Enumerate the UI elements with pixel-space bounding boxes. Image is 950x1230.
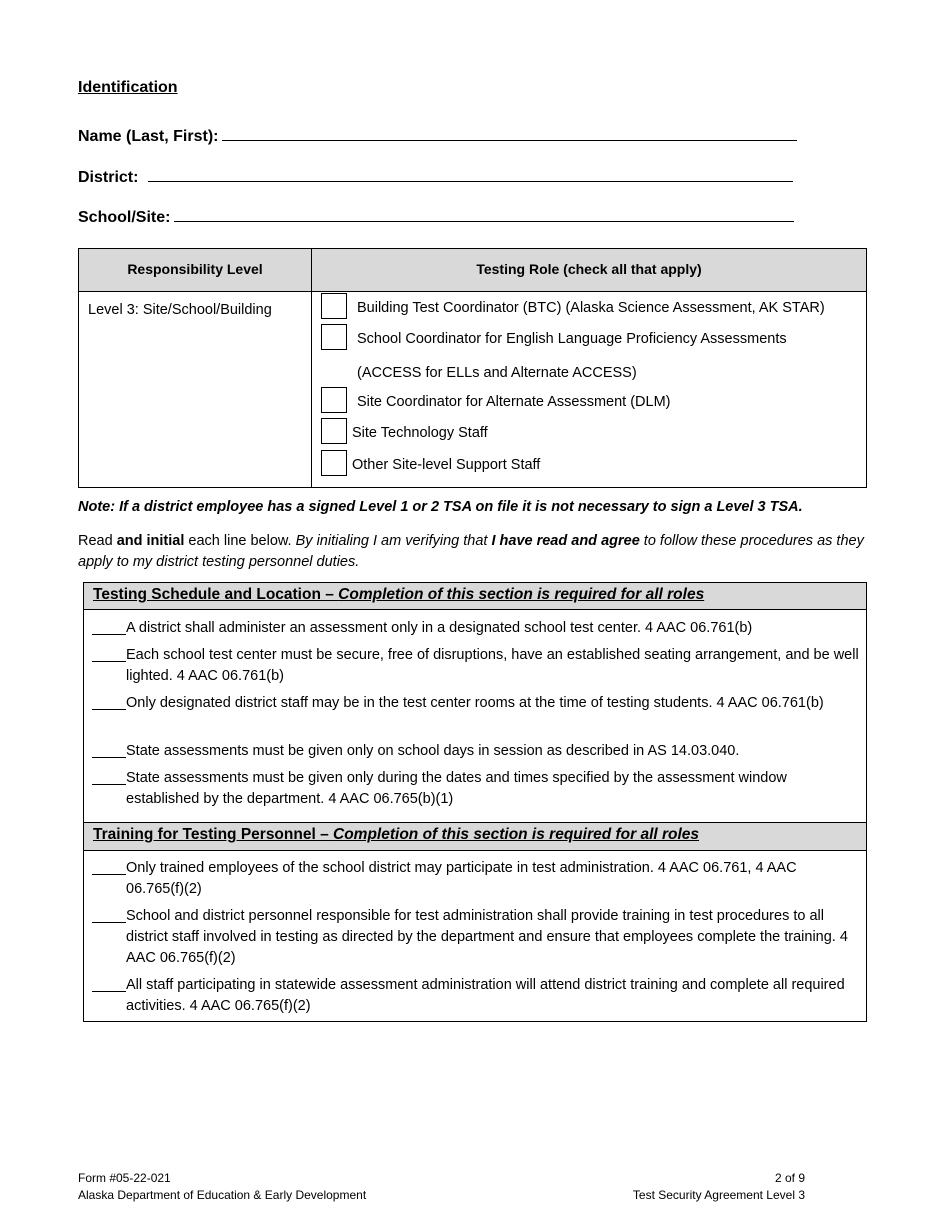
instr-and-initial: and initial (116, 533, 185, 549)
initial-line-item[interactable] (92, 858, 860, 900)
item-text: A district shall administer an assessment only in a designated school test center. 4 AAC 06.761(b) (126, 620, 753, 636)
section-title: Training for Testing Personnel – (93, 826, 334, 843)
responsibility-level-header: Responsibility Level (127, 261, 263, 277)
district-blank[interactable] (148, 167, 793, 182)
section-header-training (84, 822, 866, 851)
instr-each-line: each line below. (184, 533, 296, 549)
role-label: Site Technology Staff (352, 425, 488, 441)
school-label: School/Site: (78, 209, 171, 226)
instr-rest: to follow these procedures as they apply to my district testing personnel duties. (78, 533, 864, 570)
initial-line-item[interactable] (92, 618, 860, 639)
initial-line-item[interactable] (92, 741, 860, 762)
initial-line-item[interactable] (92, 645, 860, 687)
testing-role-header: Testing Role (check all that apply) (476, 261, 702, 277)
responsibility-level-value: Level 3: Site/School/Building (88, 302, 272, 318)
initial-line-item[interactable] (92, 693, 860, 714)
item-text: Each school test center must be secure, free of disruptions, have an established seating arrangement, and be well lighted. 4 AAC 06.761(b) (126, 647, 859, 684)
instr-by-initialing: By initialing I am verifying that (295, 533, 492, 549)
identification-heading: Identification (78, 79, 178, 96)
role-checkbox[interactable] (321, 324, 347, 350)
item-text: All staff participating in statewide assessment administration will attend district training and complete all required activities. 4 AAC 06.765(f)(2) (126, 977, 845, 1014)
instr-read: Read (78, 533, 117, 549)
footer-right (633, 1170, 805, 1204)
item-text: Only designated district staff may be in the test center rooms at the time of testing students. 4 AAC 06.761(b) (126, 695, 824, 711)
section-subtitle: Completion of this section is required for all roles (338, 586, 705, 603)
school-blank[interactable] (174, 207, 794, 222)
footer-left (78, 1170, 366, 1204)
initial-blank[interactable] (92, 768, 126, 785)
section-title: Testing Schedule and Location – (93, 586, 339, 603)
role-checkbox[interactable] (321, 418, 347, 444)
roles-table (78, 248, 867, 488)
role-checkbox[interactable] (321, 450, 347, 476)
district-field[interactable] (78, 167, 793, 187)
section-header-testing-schedule (84, 583, 866, 610)
initial-blank[interactable] (92, 906, 126, 923)
role-checkbox[interactable] (321, 387, 347, 413)
item-text: State assessments must be given only on school days in session as described in AS 14.03.040. (126, 743, 740, 759)
form-number: Form #05-22-021 (78, 1171, 171, 1185)
role-label: School Coordinator for English Language Proficiency Assessments (357, 331, 787, 347)
role-label: Site Coordinator for Alternate Assessment (DLM) (357, 394, 671, 410)
procedures-table (83, 582, 867, 1022)
name-label: Name (Last, First): (78, 128, 219, 145)
instructions (78, 531, 878, 573)
school-field[interactable] (78, 207, 794, 227)
initial-blank[interactable] (92, 975, 126, 992)
role-checkbox[interactable] (321, 293, 347, 319)
initial-line-item[interactable] (92, 906, 860, 969)
initial-line-item[interactable] (92, 768, 860, 810)
item-text: State assessments must be given only during the dates and times specified by the assessment window established by the department. 4 AAC 06.765(b)(1) (126, 770, 787, 807)
role-label: Other Site-level Support Staff (352, 457, 541, 473)
column-divider (311, 249, 312, 487)
initial-blank[interactable] (92, 618, 126, 635)
role-label: Building Test Coordinator (BTC) (Alaska Science Assessment, AK STAR) (357, 300, 825, 316)
note: Note: If a district employee has a signed Level 1 or 2 TSA on file it is not necessary to sign a Level 3 TSA. (78, 499, 803, 515)
section-subtitle: Completion of this section is required for all roles (333, 826, 700, 843)
item-text: School and district personnel responsible for test administration shall provide training in test procedures to all district staff involved in testing as directed by the department and ensure that employees complete the training. 4 AAC 06.765(f)(2) (126, 908, 848, 966)
name-blank[interactable] (222, 126, 797, 141)
initial-line-item[interactable] (92, 975, 860, 1017)
initial-blank[interactable] (92, 741, 126, 758)
instr-have-read: I have read and agree (491, 533, 640, 549)
district-label: District: (78, 169, 139, 186)
department-name: Alaska Department of Education & Early Development (78, 1188, 367, 1202)
initial-blank[interactable] (92, 858, 126, 875)
initial-blank[interactable] (92, 693, 126, 710)
document-title: Test Security Agreement Level 3 (632, 1188, 805, 1202)
initial-blank[interactable] (92, 645, 126, 662)
role-label-continuation: (ACCESS for ELLs and Alternate ACCESS) (357, 365, 637, 381)
item-text: Only trained employees of the school district may participate in test administration. 4 AAC 06.761, 4 AAC 06.765(f)(2) (126, 860, 797, 897)
name-field[interactable] (78, 126, 797, 146)
page-number: 2 of 9 (774, 1171, 805, 1185)
